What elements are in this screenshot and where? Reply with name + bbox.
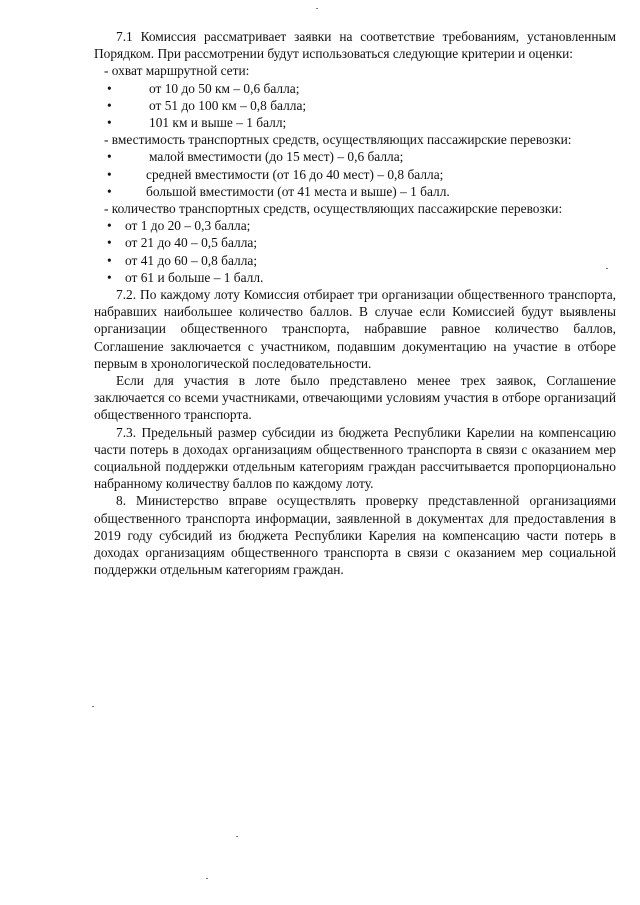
list-item: • от 61 и больше – 1 балл. [107,269,264,285]
scan-speck [236,836,238,837]
bullet-icon: • [107,97,112,113]
criterion-list-route-coverage [94,80,616,132]
list-item: • средней вместимости (от 16 до 40 мест) – 0,8 балла; [107,166,444,182]
bullet-icon: • [107,149,112,165]
scan-speck [316,8,318,9]
bullet-icon: • [107,235,112,251]
bullet-icon: • [107,80,112,96]
bullet-icon: • [107,183,112,199]
paragraph-7-1: 7.1 Комиссия рассматривает заявки на соответствие требованиям, установленным Порядком. При рассмотрении будут использоваться следующие критерии и оценки: [94,29,616,62]
paragraph-7-2: 7.2. По каждому лоту Комиссия отбирает три организации общественного транспорта, набравших наибольшее количество баллов. В случае если Комиссией будут выявлены организации общественного транспорта, набравшие равное количество баллов, Соглашение заключается с участником, подавшим документацию на участие в отборе первым в хронологической последовательности. [94,287,616,371]
paragraph-8: 8. Министерство вправе осуществлять проверку представленной организациями общественного транспорта информации, заявленной в документах для предоставления в 2019 году субсидий из бюджета Республики Карелия на компенсацию части потерь в доходах организациям общественного транспорта в связи с оказанием мер социальной поддержки отдельным категориям граждан. [94,493,616,578]
criterion-heading-route-coverage: - охват маршрутной сети: [104,63,250,79]
bullet-icon: • [107,115,112,131]
scan-speck [606,268,608,269]
criterion-list-vehicle-capacity [94,148,616,200]
bullet-icon: • [107,218,112,234]
bullet-icon: • [107,166,112,182]
paragraph-7-2-continued: Если для участия в лоте было представлено менее трех заявок, Соглашение заключается со всеми участниками, отвечающими условиям участия в отборе организаций общественного транспорта. [94,373,616,423]
bullet-icon: • [107,252,112,268]
list-item: • малой вместимости (до 15 мест) – 0,6 балла; [107,149,404,165]
list-item: • от 21 до 40 – 0,5 балла; [107,235,258,251]
criterion-heading-vehicle-count: - количество транспортных средств, осуществляющих пассажирские перевозки: [104,201,563,217]
paragraph-7-3: 7.3. Предельный размер субсидии из бюджета Республики Карелии на компенсацию части потерь в доходах организациям общественного транспорта в связи с оказанием мер социальной поддержки отдельным категориям граждан рассчитывается пропорционально набранному количеству баллов по каждому лоту. [94,424,616,492]
criterion-heading-vehicle-capacity: - вместимость транспортных средств, осуществляющих пассажирские перевозки: [104,132,572,148]
list-item: • от 41 до 60 – 0,8 балла; [107,252,258,268]
bullet-icon: • [107,269,112,285]
document-page [94,28,616,579]
scan-speck [206,878,208,879]
list-item: • 101 км и выше – 1 балл; [107,115,287,131]
list-item: • от 10 до 50 км – 0,6 балла; [107,80,300,96]
list-item: • от 1 до 20 – 0,3 балла; [107,218,251,234]
scan-speck [92,706,94,707]
list-item: • большой вместимости (от 41 места и выше) – 1 балл. [107,183,450,199]
list-item: • от 51 до 100 км – 0,8 балла; [107,97,307,113]
criterion-list-vehicle-count [94,217,616,286]
